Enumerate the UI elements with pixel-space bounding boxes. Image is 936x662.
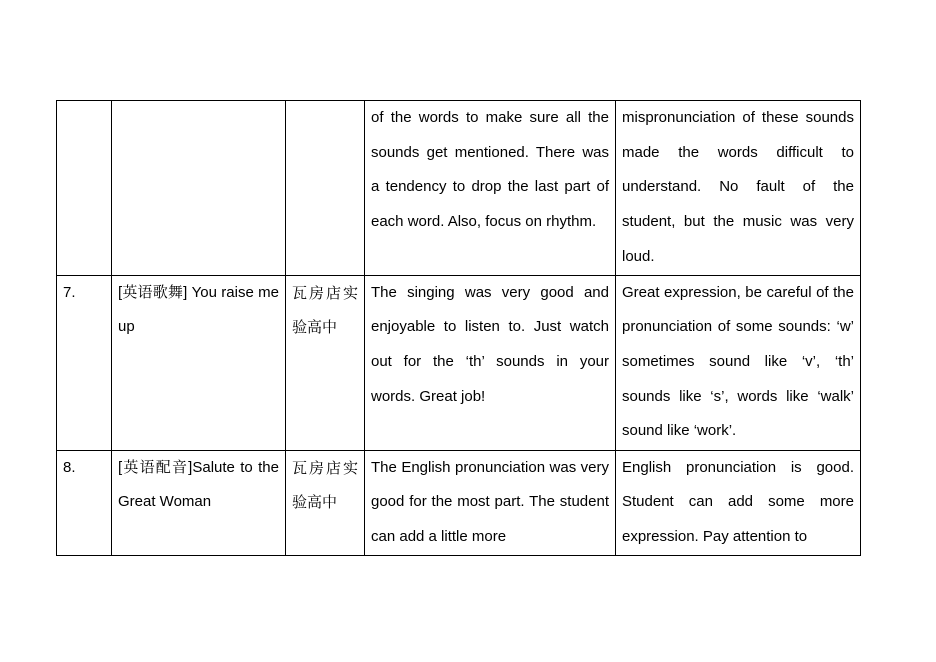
comment-cell-1: The English pronunciation was very good for the most part. The student can add a little more — [365, 450, 616, 555]
evaluation-table — [56, 100, 861, 556]
row-number-cell: 8. — [57, 450, 112, 555]
table-row — [57, 450, 861, 555]
comment-cell-2: English pronunciation is good. Student can add some more expression. Pay attention to — [616, 450, 861, 555]
table-row — [57, 101, 861, 276]
comment-cell-1: The singing was very good and enjoyable to listen to. Just watch out for the ‘th’ sounds in your words. Great job! — [365, 275, 616, 450]
program-cell: [英语配音]Salute to the Great Woman — [112, 450, 286, 555]
program-cell — [112, 101, 286, 276]
school-cell — [286, 101, 365, 276]
comment-cell-1: of the words to make sure all the sounds get mentioned. There was a tendency to drop the last part of each word. Also, focus on rhythm. — [365, 101, 616, 276]
row-number-cell: 7. — [57, 275, 112, 450]
program-cell: [英语歌舞] You raise me up — [112, 275, 286, 450]
row-number-cell — [57, 101, 112, 276]
school-cell: 瓦房店实验高中 — [286, 275, 365, 450]
comment-cell-2: mispronunciation of these sounds made the words difficult to understand. No fault of the student, but the music was very loud. — [616, 101, 861, 276]
comment-cell-2: Great expression, be careful of the pronunciation of some sounds: ‘w’ sometimes sound like ‘v’, ‘th’ sounds like ‘s’, words like ‘walk’ sound like ‘work’. — [616, 275, 861, 450]
school-cell: 瓦房店实验高中 — [286, 450, 365, 555]
table-row — [57, 275, 861, 450]
